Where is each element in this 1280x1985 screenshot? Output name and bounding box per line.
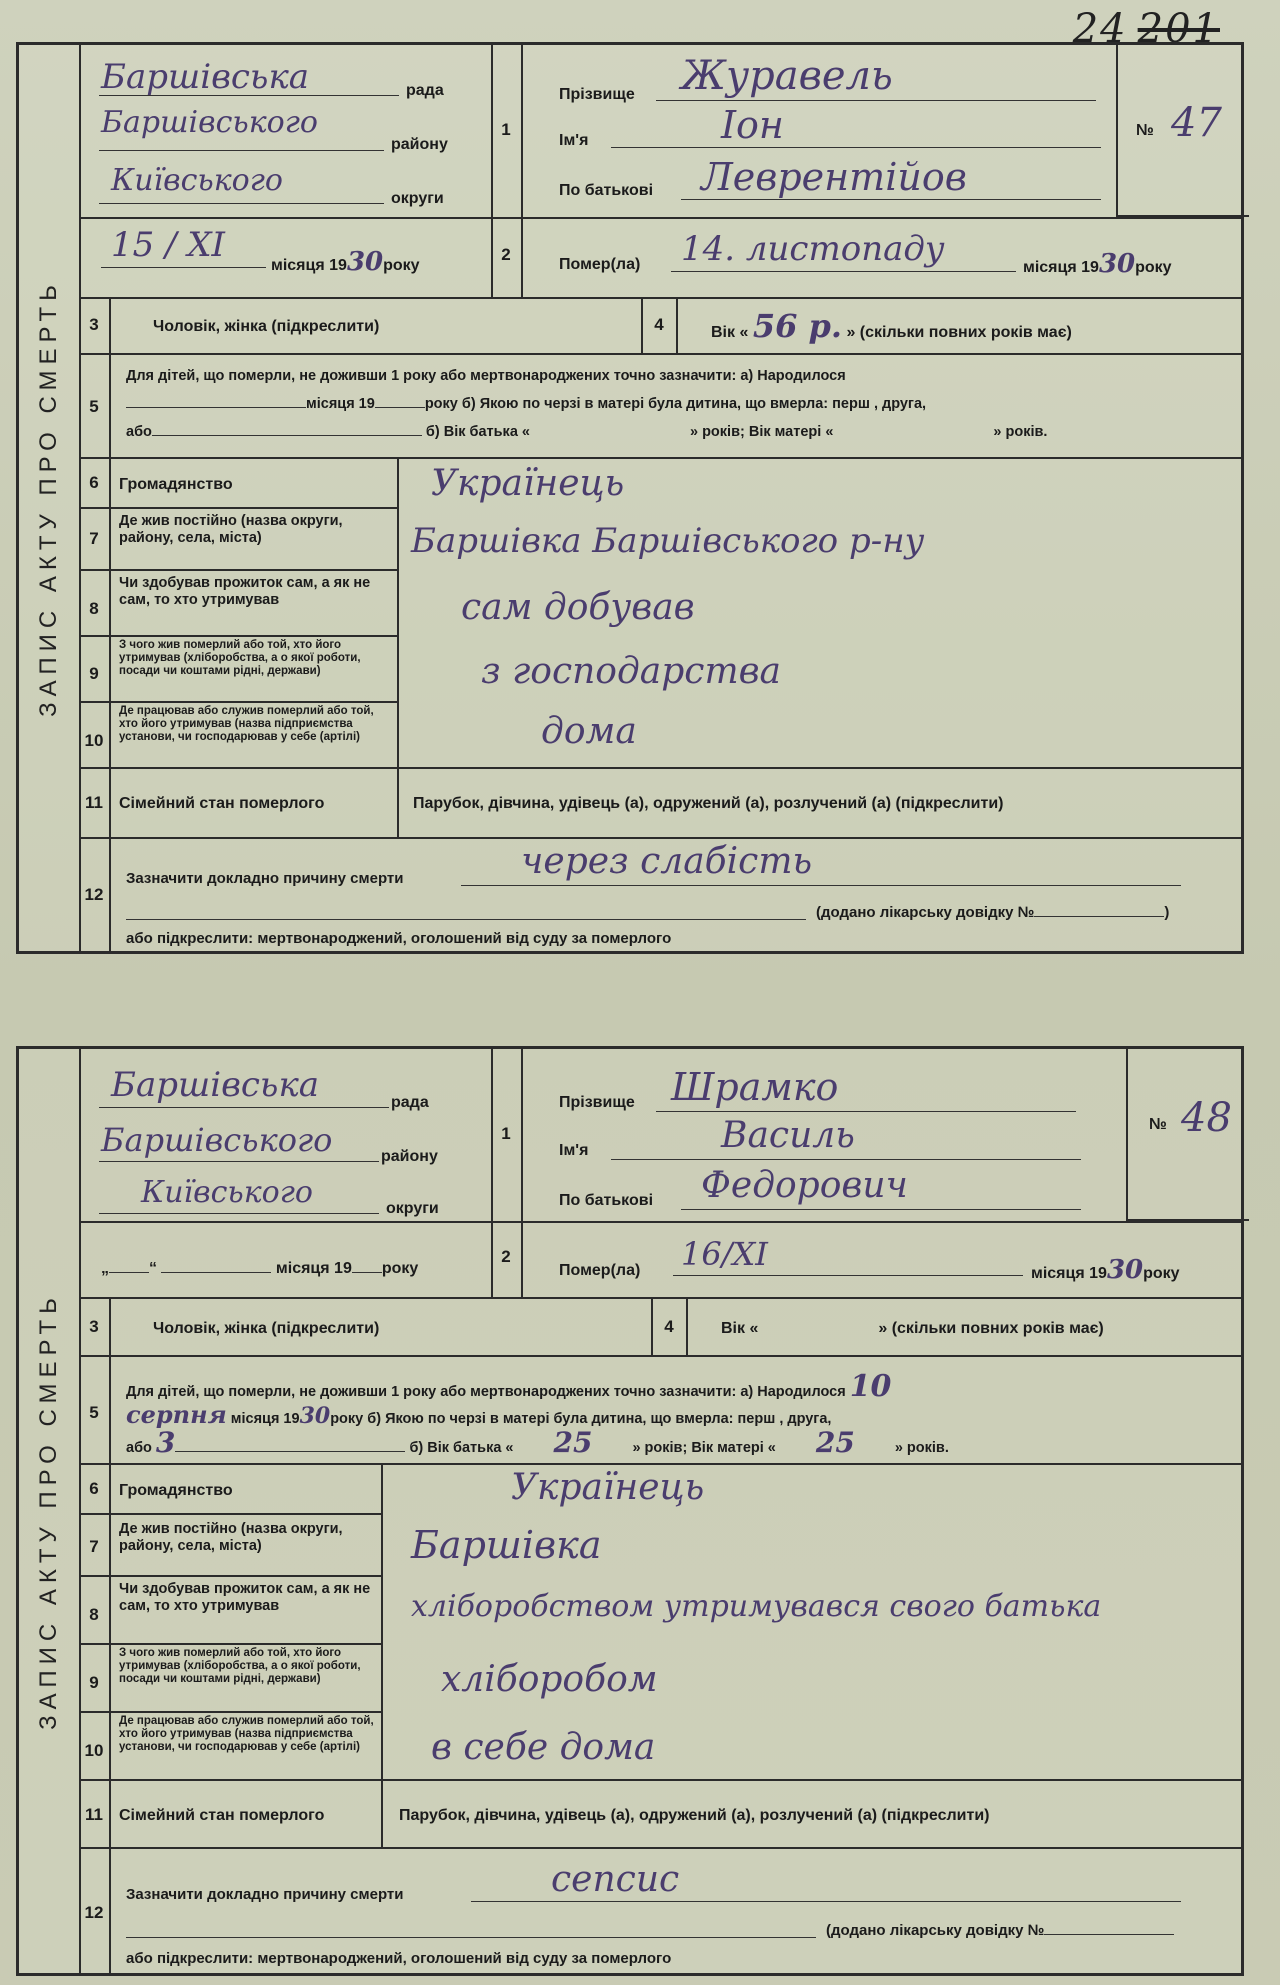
record-vertical-title: ЗАПИС АКТУ ПРО СМЕРТЬ: [19, 1049, 81, 1973]
death-date: 16/XI: [681, 1235, 768, 1273]
rayon-value: Баршівського: [101, 105, 318, 140]
death-date: 14. листопаду: [681, 229, 945, 269]
death-year-label: місяця 1930року: [1023, 249, 1172, 279]
header-block: Баршівська рада Баршівського району Київського округи 15 / XI місяця 1930року 1 2 Прізвище Журавель Ім'я Іон По батькові Леврентійов № 47 Помер(ла) 14. листопаду місяця 1930року: [81, 45, 1241, 299]
stillborn-note: або підкреслити: мертвонароджений, оголошений від суду за померлого: [126, 930, 672, 947]
citizenship-value: Українець: [431, 463, 625, 504]
stillborn-note: або підкреслити: мертвонароджений, оголошений від суду за померлого: [126, 1950, 672, 1967]
okruha-value: Київського: [111, 163, 283, 198]
okruha-label: округи: [386, 1200, 439, 1217]
rayon-value: Баршівського: [101, 1121, 333, 1159]
cause-row: 12 Зазначити докладно причину смерти сепсис (додано лікарську довідку № або підкреслити: мертвонароджений, оголошений від суду за померлого: [81, 1849, 1241, 1973]
death-record-2: [16, 1046, 1244, 1976]
surname-label: Прізвище: [559, 1094, 635, 1111]
death-record-1: [16, 42, 1244, 954]
patronymic-label: По батькові: [559, 182, 654, 199]
rada-label: рада: [406, 82, 444, 99]
surname-label: Прізвище: [559, 86, 635, 103]
gender-age-row: 3 Чоловік, жінка (підкреслити) 4 Вік « 56 р. » (скільки повних років має): [81, 299, 1241, 355]
cause-value: сепсис: [551, 1859, 680, 1900]
cause-label: Зазначити докладно причину смерти: [126, 1886, 404, 1903]
rada-value: Баршівська: [101, 57, 310, 97]
header-block: Баршівська рада Баршівського району Київського округи „ “ місяця 19 року 1 2 Прізвище Шрамко Ім'я Василь По батькові Федорович № 48 Помер(ла) 16/XI місяця 1930року: [81, 1049, 1241, 1299]
patronymic-label: По батькові: [559, 1192, 654, 1209]
livelihood-value: сам добував: [461, 587, 695, 628]
surname-value: Шрамко: [671, 1065, 839, 1109]
details-block: 6 Громадянство 7 Де жив постійно (назва округи, району, села, міста) 8 Чи здобував прожиток сам, а як не сам, то хто утримував 9 З чого жив померлий або той, хто його утримував (хліборобства, а о якої роботи, посади чи коштами рідні, держави) 10 Де працював або служив померлий або той, хто його утримував (назва підприємства установи, чи господарював у себе (артілі) Українець Баршівка хліборобством утримувався свого батька хліборобом в себе дома 11 Сімейний стан померлого Парубок, дівчина, удівець (а), одружений (а), розлучений (а) (підкреслити): [81, 1465, 1241, 1849]
record-number: 47: [1171, 100, 1222, 146]
page-number-current: 24: [1072, 6, 1128, 52]
rayon-label: району: [381, 1148, 438, 1165]
age-field: Вік « 56 р. » (скільки повних років має): [711, 307, 1072, 345]
patronymic-value: Леврентійов: [701, 155, 967, 199]
residence-label: Де жив постійно (назва округи, району, села, міста): [119, 1521, 343, 1554]
marital-label: Сімейний стан померлого: [119, 1807, 325, 1824]
death-year-label: місяця 1930року: [1031, 1255, 1180, 1285]
registration-date: „ “ місяця 19 року: [101, 1260, 419, 1277]
registration-date: 15 / XI: [111, 225, 225, 265]
okruha-value: Київського: [141, 1175, 313, 1210]
gender-label: Чоловік, жінка (підкреслити): [153, 1320, 380, 1337]
citizenship-label: Громадянство: [119, 476, 233, 493]
livelihood-label: Чи здобував прожиток сам, а як не сам, то хто утримував: [119, 575, 371, 608]
cause-row: 12 Зазначити докладно причину смерти через слабість (додано лікарську довідку № ) або підкреслити: мертвонароджений, оголошений від суду за померлого: [81, 839, 1241, 951]
name-label: Ім'я: [559, 132, 589, 149]
income-source-value: з господарства: [481, 651, 782, 692]
workplace-label: Де працював або служив померлий або той, хто його утримував (назва підприємства установи, чи господарював у себе (артілі): [119, 705, 374, 743]
workplace-value: в себе дома: [431, 1727, 656, 1768]
okruha-label: округи: [391, 190, 444, 207]
marital-options: Парубок, дівчина, удівець (а), одружений (а), розлучений (а) (підкреслити): [413, 795, 1004, 812]
rada-label: рада: [391, 1094, 429, 1111]
cause-label: Зазначити докладно причину смерти: [126, 870, 404, 887]
name-value: Іон: [721, 103, 784, 147]
marital-label: Сімейний стан померлого: [119, 795, 325, 812]
record-number: 48: [1181, 1095, 1232, 1141]
cause-value: через слабість: [521, 841, 813, 882]
residence-value: Баршівка Баршівського р-ну: [411, 521, 925, 561]
number-label: №: [1136, 122, 1154, 139]
reg-month-label: місяця 1930року: [271, 247, 420, 277]
residence-value: Баршівка: [411, 1523, 602, 1567]
infant-row: 5 Для дітей, що померли, не доживши 1 року або мертвонароджених точно зазначити: а) Народилося місяця 19 року б) Якою по черзі в матері була дитина, що вмерла: перш , друга, або б) Вік батька « » років; Вік матері « » років.: [81, 355, 1241, 459]
citizenship-label: Громадянство: [119, 1482, 233, 1499]
age-field: Вік « » (скільки повних років має): [721, 1320, 1104, 1337]
livelihood-value: хліборобством утримувався свого батька: [411, 1589, 1102, 1624]
name-value: Василь: [721, 1115, 855, 1156]
infant-row: 5 Для дітей, що померли, не доживши 1 року або мертвонароджених точно зазначити: а) Народилося 10 серпня місяця 1930року б) Якою по черзі в матері була дитина, що вмерла: перш , друга, або 3 б) Вік батька « 25 » років; Вік матері « 25 » років.: [81, 1357, 1241, 1465]
died-label: Помер(ла): [559, 256, 641, 273]
income-source-label: З чого жив померлий або той, хто його утримував (хліборобства, а о якої роботи, посади чи коштами рідні, держави): [119, 639, 361, 677]
page-number-struck: 201: [1137, 6, 1220, 52]
gender-age-row: 3 Чоловік, жінка (підкреслити) 4 Вік « » (скільки повних років має): [81, 1299, 1241, 1357]
rayon-label: району: [391, 136, 448, 153]
surname-value: Журавель: [681, 53, 893, 99]
patronymic-value: Федорович: [701, 1165, 908, 1206]
marital-options: Парубок, дівчина, удівець (а), одружений (а), розлучений (а) (підкреслити): [399, 1807, 990, 1824]
details-block: 6 Громадянство 7 Де жив постійно (назва округи, району, села, міста) 8 Чи здобував прожиток сам, а як не сам, то хто утримував 9 З чого жив померлий або той, хто його утримував (хліборобства, а о якої роботи, посади чи коштами рідні, держави) 10 Де працював або служив померлий або той, хто його утримував (назва підприємства установи, чи господарював у себе (артілі) Українець Баршівка Баршівського р-ну сам добував з господарства дома 11 Сімейний стан померлого Парубок, дівчина, удівець (а), одружений (а), розлучений (а) (підкреслити): [81, 459, 1241, 839]
name-label: Ім'я: [559, 1142, 589, 1159]
residence-label: Де жив постійно (назва округи, району, села, міста): [119, 513, 343, 546]
citizenship-value: Українець: [511, 1467, 705, 1508]
died-label: Помер(ла): [559, 1262, 641, 1279]
income-source-label: З чого жив померлий або той, хто його утримував (хліборобства, а о якої роботи, посади чи коштами рідні, держави): [119, 1647, 361, 1685]
number-label: №: [1149, 1116, 1167, 1133]
workplace-value: дома: [541, 711, 637, 752]
gender-label: Чоловік, жінка (підкреслити): [153, 318, 380, 335]
record-vertical-title: ЗАПИС АКТУ ПРО СМЕРТЬ: [19, 45, 81, 951]
workplace-label: Де працював або служив померлий або той, хто його утримував (назва підприємства установи, чи господарював у себе (артілі): [119, 1715, 374, 1753]
rada-value: Баршівська: [111, 1065, 320, 1105]
income-source-value: хліборобом: [441, 1659, 658, 1700]
livelihood-label: Чи здобував прожиток сам, а як не сам, то хто утримував: [119, 1581, 371, 1614]
